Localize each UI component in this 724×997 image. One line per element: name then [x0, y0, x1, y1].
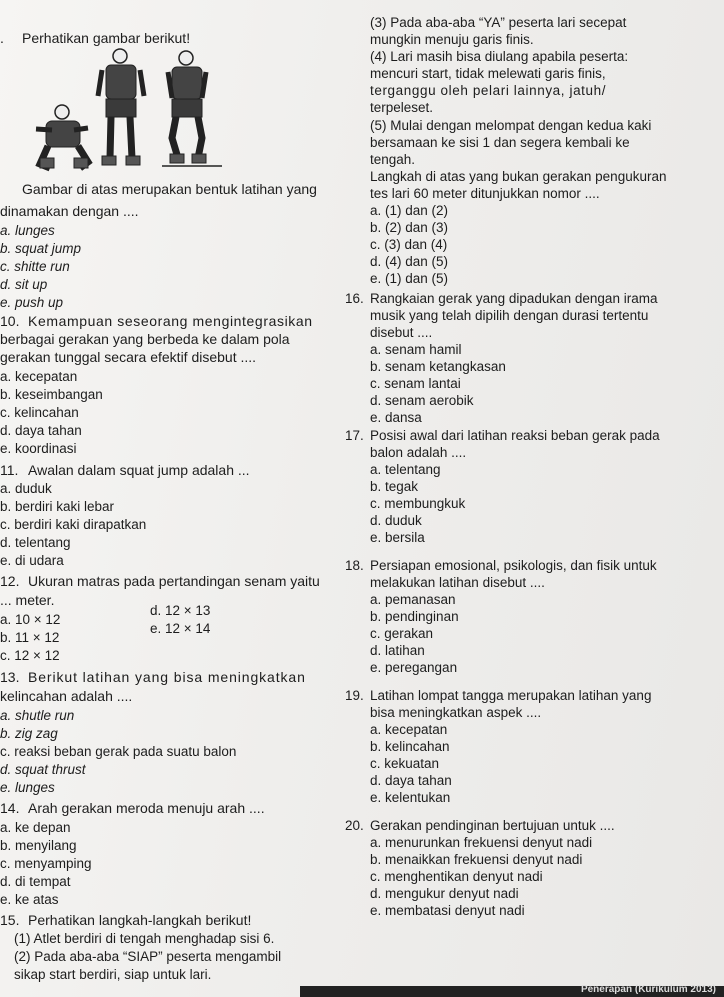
q19-option-b: b. kelincahan [370, 739, 450, 754]
q19-option-e: e. kelentukan [370, 790, 451, 805]
question-19-number: 19. [345, 688, 364, 703]
q14-option-a: a. ke depan [0, 820, 71, 835]
q19-option-a: a. kecepatan [370, 722, 448, 737]
q13-option-b: b. zig zag [0, 726, 58, 741]
question-20-number: 20. [345, 818, 364, 833]
q13-option-a: a. shutle run [0, 708, 75, 723]
question-9-intro: Perhatikan gambar berikut! [22, 30, 191, 46]
q12-option-a: a. 10 × 12 [0, 612, 61, 627]
q9-option-e: e. push up [0, 295, 64, 310]
q19-option-d: d. daya tahan [370, 773, 452, 788]
q15-option-b: b. (2) dan (3) [370, 220, 449, 235]
exercise-illustration [22, 46, 232, 176]
q12-option-c: c. 12 × 12 [0, 648, 60, 663]
q18-option-c: c. gerakan [370, 626, 434, 641]
question-10-stem-2: berbagai gerakan yang berbeda ke dalam pola [0, 331, 290, 347]
squat-figure [36, 105, 88, 168]
question-11-stem: Awalan dalam squat jump adalah ... [28, 462, 250, 478]
q15-step-4: (4) Lari masih bisa diulang apabila peserta: [370, 49, 629, 64]
question-16-number: 16. [345, 291, 364, 306]
question-16-stem-2: musik yang telah dipilih dengan durasi tertentu [370, 308, 649, 323]
q17-option-c: c. membungkuk [370, 496, 466, 511]
q11-option-d: d. telentang [0, 535, 71, 550]
q12-option-d: d. 12 × 13 [150, 603, 211, 618]
question-17-stem-1: Posisi awal dari latihan reaksi beban gerak pada [370, 428, 660, 443]
q13-option-e: e. lunges [0, 780, 55, 795]
q20-option-b: b. menaikkan frekuensi denyut nadi [370, 852, 583, 867]
q15-step-5-cont-1: bersamaan ke sisi 1 dan segera kembali ke [370, 135, 630, 150]
question-9-number: . [0, 30, 4, 46]
q15-step-2-cont: sikap start berdiri, siap untuk lari. [14, 967, 212, 982]
q12-option-e: e. 12 × 14 [150, 621, 211, 636]
q13-option-d: d. squat thrust [0, 762, 86, 777]
q15-option-a: a. (1) dan (2) [370, 203, 449, 218]
q17-option-e: e. bersila [370, 530, 425, 545]
q15-option-d: d. (4) dan (5) [370, 254, 449, 269]
question-13-stem-1: Berikut latihan yang bisa meningkatkan [28, 669, 306, 685]
q18-option-a: a. pemanasan [370, 592, 456, 607]
question-15-number: 15. [0, 912, 20, 928]
q12-option-b: b. 11 × 12 [0, 630, 60, 645]
q16-option-a: a. senam hamil [370, 342, 462, 357]
question-19-stem-2: bisa meningkatkan aspek .... [370, 705, 542, 720]
footer-bar [300, 986, 724, 997]
q19-option-c: c. kekuatan [370, 756, 440, 771]
q18-option-d: d. latihan [370, 643, 425, 658]
q17-option-b: b. tegak [370, 479, 419, 494]
question-18-stem-2: melakukan latihan disebut .... [370, 575, 545, 590]
q17-option-d: d. duduk [370, 513, 422, 528]
q14-option-b: b. menyilang [0, 838, 77, 853]
q16-option-d: d. senam aerobik [370, 393, 474, 408]
q17-option-a: a. telentang [370, 462, 441, 477]
q15-step-4-cont-3: terpeleset. [370, 100, 434, 115]
question-10-stem-3: gerakan tunggal secara efektif disebut .... [0, 349, 257, 365]
q16-option-b: b. senam ketangkasan [370, 359, 506, 374]
q11-option-b: b. berdiri kaki lebar [0, 499, 115, 514]
q15-question-2: tes lari 60 meter ditunjukkan nomor .... [370, 186, 600, 201]
question-20-stem: Gerakan pendinginan bertujuan untuk .... [370, 818, 615, 833]
question-9-stem-2: dinamakan dengan .... [0, 203, 139, 219]
q20-option-c: c. menghentikan denyut nadi [370, 869, 543, 884]
q15-step-2: (2) Pada aba-aba “SIAP” peserta mengambil [14, 949, 282, 964]
q16-option-c: c. senam lantai [370, 376, 461, 391]
q16-option-e: e. dansa [370, 410, 422, 425]
q10-option-e: e. koordinasi [0, 441, 77, 456]
q15-step-5-cont-2: tengah. [370, 152, 416, 167]
question-11-number: 11. [0, 462, 19, 478]
q10-option-b: b. keseimbangan [0, 387, 103, 402]
question-10-number: 10. [0, 313, 20, 329]
q15-option-e: e. (1) dan (5) [370, 271, 449, 286]
question-16-stem-1: Rangkaian gerak yang dipadukan dengan irama [370, 291, 658, 306]
q15-step-4-cont-2: terganggu oleh pelari lainnya, jatuh/ [370, 83, 607, 98]
question-9-stem-1: Gambar di atas merupakan bentuk latihan yang [22, 181, 317, 197]
q20-option-a: a. menurunkan frekuensi denyut nadi [370, 835, 593, 850]
question-13-number: 13. [0, 669, 20, 685]
q14-option-d: d. di tempat [0, 874, 71, 889]
question-12-number: 12. [0, 573, 20, 589]
q20-option-e: e. membatasi denyut nadi [370, 903, 525, 918]
curriculum-label: Penerapan (Kurikulum 2013) [580, 984, 716, 995]
q11-option-c: c. berdiri kaki dirapatkan [0, 517, 147, 532]
question-10-stem-1: Kemampuan seseorang mengintegrasikan [28, 313, 313, 329]
q14-option-e: e. ke atas [0, 892, 59, 907]
q10-option-d: d. daya tahan [0, 423, 82, 438]
question-16-stem-3: disebut .... [370, 325, 433, 340]
q9-option-a: a. lunges [0, 223, 55, 238]
q9-option-d: d. sit up [0, 277, 48, 292]
q14-option-c: c. menyamping [0, 856, 92, 871]
q20-option-d: d. mengukur denyut nadi [370, 886, 519, 901]
q9-option-c: c. shitte run [0, 259, 70, 274]
q15-step-3-cont: mungkin menuju garis finis. [370, 32, 534, 47]
question-13-stem-2: kelincahan adalah .... [0, 688, 133, 704]
q11-option-a: a. duduk [0, 481, 52, 496]
q15-option-c: c. (3) dan (4) [370, 237, 448, 252]
q10-option-c: c. kelincahan [0, 405, 79, 420]
question-12-stem-1: Ukuran matras pada pertandingan senam yaitu [28, 573, 320, 589]
q10-option-a: a. kecepatan [0, 369, 78, 384]
question-18-stem-1: Persiapan emosional, psikologis, dan fisik untuk [370, 558, 657, 573]
q15-step-5: (5) Mulai dengan melompat dengan kedua kaki [370, 118, 652, 133]
q15-question-1: Langkah di atas yang bukan gerakan pengukuran [370, 169, 667, 184]
question-14-stem: Arah gerakan meroda menuju arah .... [28, 800, 265, 816]
q15-step-3: (3) Pada aba-aba “YA” peserta lari secepat [370, 15, 627, 30]
question-19-stem-1: Latihan lompat tangga merupakan latihan yang [370, 688, 652, 703]
q15-step-4-cont-1: mencuri start, tidak melewati garis finis, [370, 66, 606, 81]
q18-option-b: b. pendinginan [370, 609, 459, 624]
standing-figure [98, 49, 144, 165]
q13-option-c: c. reaksi beban gerak pada suatu balon [0, 744, 237, 759]
question-17-number: 17. [345, 428, 364, 443]
jumping-figure [162, 51, 222, 166]
q11-option-e: e. di udara [0, 553, 64, 568]
question-12-stem-2: ... meter. [0, 592, 55, 608]
q18-option-e: e. peregangan [370, 660, 458, 675]
question-18-number: 18. [345, 558, 364, 573]
q9-option-b: b. squat jump [0, 241, 82, 256]
question-17-stem-2: balon adalah .... [370, 445, 467, 460]
question-15-stem: Perhatikan langkah-langkah berikut! [28, 912, 252, 928]
question-14-number: 14. [0, 800, 20, 816]
q15-step-1: (1) Atlet berdiri di tengah menghadap sisi 6. [14, 931, 275, 946]
